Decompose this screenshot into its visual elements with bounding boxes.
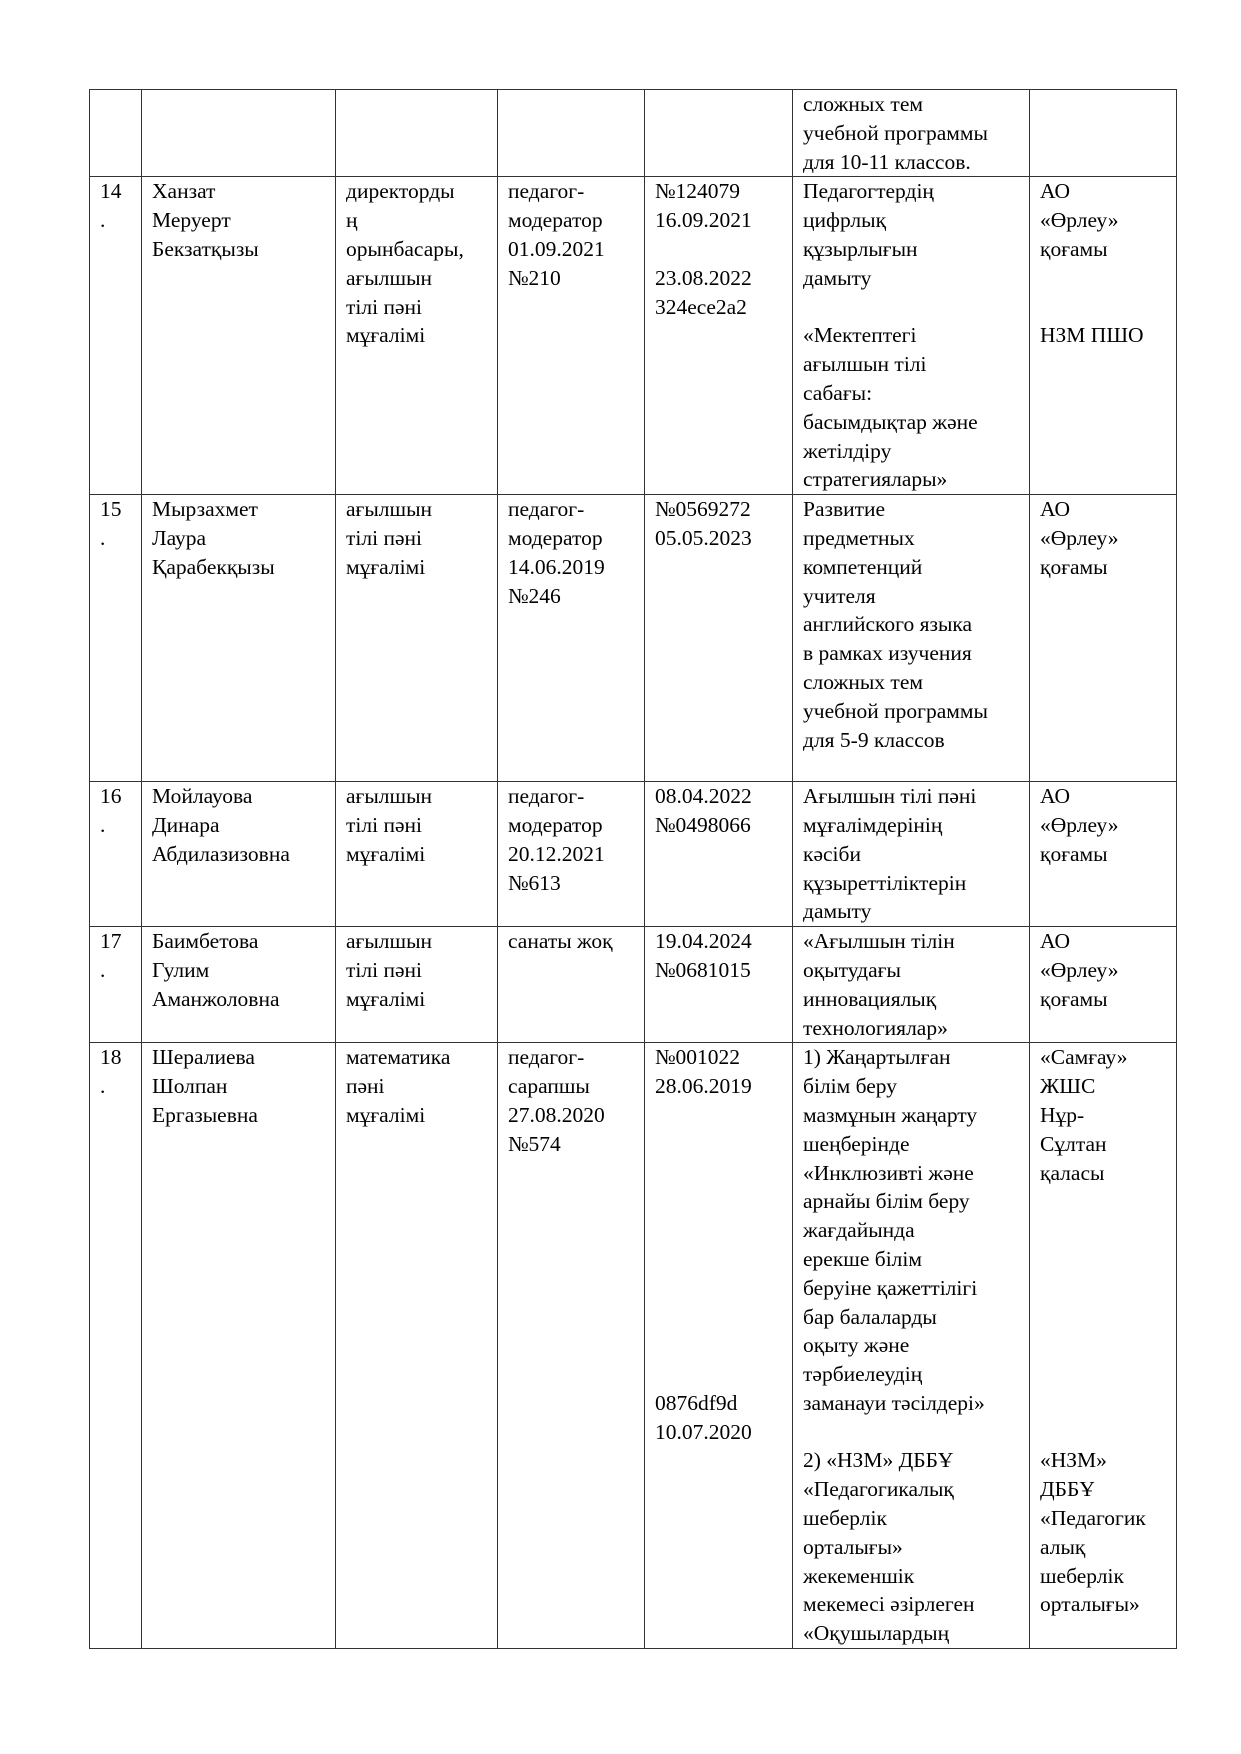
- category-cell: педагог- модератор 01.09.2021 №210: [498, 177, 645, 495]
- row-number-cell: [90, 90, 142, 177]
- table-row: [90, 782, 1177, 927]
- position-cell: [336, 90, 498, 177]
- row-number-cell: 18 .: [90, 1043, 142, 1649]
- position-cell: ағылшын тілі пәні мұғалімі: [336, 782, 498, 927]
- full-name-cell: Шералиева Шолпан Ергазыевна: [142, 1043, 336, 1649]
- table-row: [90, 90, 1177, 177]
- organizer-cell: АО «Өрлеу» қоғамы НЗМ ПШО: [1030, 177, 1177, 495]
- full-name-cell: Баимбетова Гулим Аманжоловна: [142, 927, 336, 1043]
- category-cell: педагог- сарапшы 27.08.2020 №574: [498, 1043, 645, 1649]
- organizer-cell: АО «Өрлеу» қоғамы: [1030, 495, 1177, 782]
- full-name-cell: Мойлауова Динара Абдилазизовна: [142, 782, 336, 927]
- position-cell: директорды ң орынбасары, ағылшын тілі пәні мұғалімі: [336, 177, 498, 495]
- certificate-cell: №0569272 05.05.2023: [645, 495, 793, 782]
- staff-qualification-table: [89, 89, 1177, 1649]
- full-name-cell: Мырзахмет Лаура Қарабекқызы: [142, 495, 336, 782]
- certificate-cell: №001022 28.06.2019 0876df9d 10.07.2020: [645, 1043, 793, 1649]
- category-cell: санаты жоқ: [498, 927, 645, 1043]
- row-number-cell: 16 .: [90, 782, 142, 927]
- organizer-cell: АО «Өрлеу» қоғамы: [1030, 782, 1177, 927]
- course-cell: Развитие предметных компетенций учителя английского языка в рамках изучения сложных тем учебной программы для 5-9 классов: [793, 495, 1030, 782]
- course-cell: 1) Жаңартылған білім беру мазмұнын жаңарту шеңберінде «Инклюзивті және арнайы білім беру жағдайында ерекше білім беруіне қажеттілігі бар балаларды оқыту және тәрбиелеудің заманауи тәсілдері» 2) «НЗМ» ДББҰ «Педагогикалық шеберлік орталығы» жекеменшік мекемесі әзірлеген «Оқушылардың: [793, 1043, 1030, 1649]
- table-row: [90, 177, 1177, 495]
- course-cell: сложных тем учебной программы для 10-11 классов.: [793, 90, 1030, 177]
- certificate-cell: 19.04.2024 №0681015: [645, 927, 793, 1043]
- category-cell: [498, 90, 645, 177]
- category-cell: педагог- модератор 14.06.2019 №246: [498, 495, 645, 782]
- course-cell: Ағылшын тілі пәні мұғалімдерінің кәсіби құзыреттіліктерін дамыту: [793, 782, 1030, 927]
- position-cell: ағылшын тілі пәні мұғалімі: [336, 927, 498, 1043]
- table-row: [90, 495, 1177, 782]
- organizer-cell: [1030, 90, 1177, 177]
- table-row: [90, 1043, 1177, 1649]
- row-number-cell: 15 .: [90, 495, 142, 782]
- course-cell: «Ағылшын тілін оқытудағы инновациялық технологиялар»: [793, 927, 1030, 1043]
- position-cell: математика пәні мұғалімі: [336, 1043, 498, 1649]
- full-name-cell: [142, 90, 336, 177]
- row-number-cell: 17 .: [90, 927, 142, 1043]
- course-cell: Педагогтердің цифрлық құзырлығын дамыту «Мектептегі ағылшын тілі сабағы: басымдықтар және жетілдіру стратегиялары»: [793, 177, 1030, 495]
- row-number-cell: 14 .: [90, 177, 142, 495]
- organizer-cell: «Самғау» ЖШС Нұр- Сұлтан қаласы «НЗМ» ДББҰ «Педагогик алық шеберлік орталығы»: [1030, 1043, 1177, 1649]
- full-name-cell: Ханзат Меруерт Бекзатқызы: [142, 177, 336, 495]
- table-row: [90, 927, 1177, 1043]
- organizer-cell: АО «Өрлеу» қоғамы: [1030, 927, 1177, 1043]
- certificate-cell: №124079 16.09.2021 23.08.2022 324ece2a2: [645, 177, 793, 495]
- position-cell: ағылшын тілі пәні мұғалімі: [336, 495, 498, 782]
- category-cell: педагог- модератор 20.12.2021 №613: [498, 782, 645, 927]
- certificate-cell: [645, 90, 793, 177]
- certificate-cell: 08.04.2022 №0498066: [645, 782, 793, 927]
